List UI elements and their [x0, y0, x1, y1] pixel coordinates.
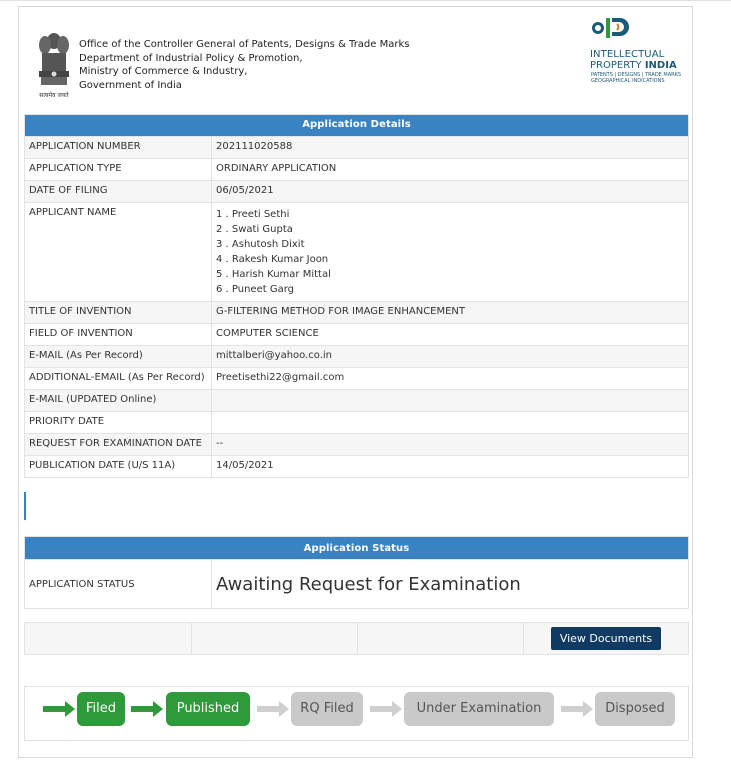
- ipi-line2-india: INDIA: [644, 60, 677, 71]
- status-label: APPLICATION STATUS: [25, 560, 212, 609]
- stage-published: Published: [166, 692, 250, 726]
- empty-cell: [357, 623, 524, 654]
- table-row: [25, 412, 689, 434]
- ipi-line3: [591, 72, 681, 84]
- field-label: E-MAIL (As Per Record): [25, 346, 212, 368]
- page-header: [19, 7, 692, 107]
- field-value: 06/05/2021: [212, 181, 689, 203]
- documents-row: [24, 622, 689, 655]
- field-label: FIELD OF INVENTION: [25, 324, 212, 346]
- empty-cell: [25, 623, 192, 654]
- office-line: Ministry of Commerce & Industry,: [79, 66, 248, 77]
- arrow-right-icon: [561, 701, 593, 717]
- field-label: PRIORITY DATE: [25, 412, 212, 434]
- status-value: Awaiting Request for Examination: [212, 560, 689, 609]
- table-row: [25, 434, 689, 456]
- field-label: ADDITIONAL-EMAIL (As Per Record): [25, 368, 212, 390]
- table-row: [25, 456, 689, 478]
- office-line: Department of Industrial Policy & Promotion,: [79, 52, 303, 64]
- table-row: [25, 137, 689, 159]
- table-row: [25, 302, 689, 324]
- application-page: [18, 6, 693, 758]
- field-label: APPLICANT NAME: [25, 203, 212, 302]
- stage-under-examination: Under Examination: [404, 692, 554, 726]
- arrow-right-icon: [43, 701, 75, 717]
- application-details-table: [24, 114, 689, 478]
- ipi-line2-property: PROPERTY: [590, 60, 645, 71]
- field-value: --: [212, 434, 689, 456]
- field-value: G-FILTERING METHOD FOR IMAGE ENHANCEMENT: [212, 302, 689, 324]
- table-row: [25, 203, 689, 302]
- office-title: [79, 38, 409, 92]
- field-value: 14/05/2021: [212, 456, 689, 478]
- field-label: E-MAIL (UPDATED Online): [25, 390, 212, 412]
- applicant-name: 4 . Rakesh Kumar Joon: [216, 254, 329, 265]
- status-progress-tracker: [24, 686, 689, 741]
- arrow-right-icon: [131, 701, 163, 717]
- emblem-caption: सत्यमेव जयते: [39, 92, 69, 99]
- office-line: Office of the Controller General of Patents, Designs & Trade Marks: [79, 39, 410, 50]
- applicant-name: 1 . Preeti Sethi: [216, 209, 290, 220]
- stage-rq-filed: RQ Filed: [291, 692, 363, 726]
- details-title: Application Details: [25, 115, 689, 137]
- applicant-name: 3 . Ashutosh Dixit: [216, 239, 305, 250]
- field-label: TITLE OF INVENTION: [25, 302, 212, 324]
- table-row: [25, 181, 689, 203]
- ipi-line2: [590, 60, 677, 71]
- field-value: mittalberi@yahoo.co.in: [212, 346, 689, 368]
- national-emblem-icon: [33, 31, 75, 101]
- table-row: [25, 324, 689, 346]
- applicant-name: 6 . Puneet Garg: [216, 284, 294, 295]
- ipi-line3b: GEOGRAPHICAL INDICATIONS: [591, 78, 665, 84]
- ipi-line3a: PATENTS | DESIGNS | TRADE MARKS: [591, 72, 682, 78]
- field-label: APPLICATION NUMBER: [25, 137, 212, 159]
- stage-disposed: Disposed: [595, 692, 675, 726]
- applicant-names: [212, 203, 689, 302]
- applicant-name: 5 . Harish Kumar Mittal: [216, 269, 331, 280]
- arrow-right-icon: [370, 701, 402, 717]
- field-label: PUBLICATION DATE (U/S 11A): [25, 456, 212, 478]
- table-row: [25, 390, 689, 412]
- arrow-right-icon: [257, 701, 289, 717]
- ipi-line1: INTELLECTUAL: [590, 49, 665, 60]
- office-line: Government of India: [79, 79, 182, 91]
- application-status-table: [24, 536, 689, 609]
- field-label: APPLICATION TYPE: [25, 159, 212, 181]
- field-label: DATE OF FILING: [25, 181, 212, 203]
- field-value: [212, 412, 689, 434]
- top-divider: [0, 0, 731, 1]
- table-row: [25, 346, 689, 368]
- table-row: [25, 560, 689, 609]
- section-divider-bar: [24, 492, 26, 520]
- status-title: Application Status: [25, 537, 689, 560]
- stage-filed: Filed: [77, 692, 125, 726]
- empty-cell: [191, 623, 358, 654]
- field-value: COMPUTER SCIENCE: [212, 324, 689, 346]
- view-documents-button[interactable]: View Documents: [551, 627, 661, 650]
- applicant-name: 2 . Swati Gupta: [216, 224, 293, 235]
- table-row: [25, 159, 689, 181]
- field-value: [212, 390, 689, 412]
- field-value: ORDINARY APPLICATION: [212, 159, 689, 181]
- field-value: 202111020588: [212, 137, 689, 159]
- field-label: REQUEST FOR EXAMINATION DATE: [25, 434, 212, 456]
- field-value: Preetisethi22@gmail.com: [212, 368, 689, 390]
- table-row: [25, 368, 689, 390]
